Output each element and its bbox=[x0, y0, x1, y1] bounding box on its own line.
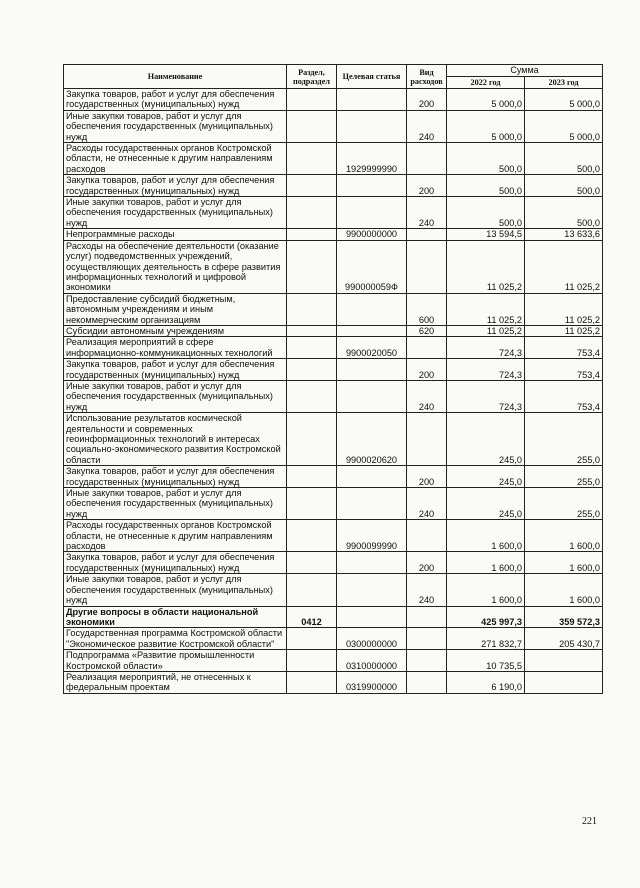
cell-2023: 255,0 bbox=[525, 488, 603, 520]
table-row bbox=[64, 628, 603, 650]
cell-target bbox=[337, 488, 407, 520]
cell-name: Закупка товаров, работ и услуг для обеспечения государственных (муниципальных) нужд bbox=[64, 552, 287, 574]
cell-2023: 205 430,7 bbox=[525, 628, 603, 650]
cell-target bbox=[337, 606, 407, 628]
cell-2022: 500,0 bbox=[447, 175, 525, 197]
cell-kind bbox=[407, 520, 447, 552]
cell-name: Субсидии автономным учреждениям bbox=[64, 325, 287, 336]
cell-2022: 1 600,0 bbox=[447, 520, 525, 552]
cell-name: Другие вопросы в области национальной экономики bbox=[64, 606, 287, 628]
cell-name: Закупка товаров, работ и услуг для обеспечения государственных (муниципальных) нужд bbox=[64, 466, 287, 488]
cell-target bbox=[337, 466, 407, 488]
cell-kind: 240 bbox=[407, 110, 447, 142]
header-year-2023: 2023 год bbox=[525, 77, 603, 89]
cell-section bbox=[287, 552, 337, 574]
cell-2022: 1 600,0 bbox=[447, 552, 525, 574]
cell-kind: 200 bbox=[407, 552, 447, 574]
cell-2023 bbox=[525, 671, 603, 693]
table-row bbox=[64, 240, 603, 293]
table-row bbox=[64, 359, 603, 381]
table-body bbox=[64, 89, 603, 694]
table-row bbox=[64, 413, 603, 466]
cell-2022: 6 190,0 bbox=[447, 671, 525, 693]
cell-target: 0319900000 bbox=[337, 671, 407, 693]
budget-table bbox=[63, 64, 603, 694]
cell-2023: 753,4 bbox=[525, 359, 603, 381]
cell-2022: 245,0 bbox=[447, 466, 525, 488]
cell-2022: 245,0 bbox=[447, 488, 525, 520]
cell-kind bbox=[407, 413, 447, 466]
cell-2023: 11 025,2 bbox=[525, 293, 603, 325]
table-row bbox=[64, 325, 603, 336]
cell-target: 1929999990 bbox=[337, 143, 407, 175]
cell-target: 9900099990 bbox=[337, 520, 407, 552]
cell-section bbox=[287, 413, 337, 466]
table-row bbox=[64, 89, 603, 111]
cell-target bbox=[337, 380, 407, 412]
cell-2022: 500,0 bbox=[447, 197, 525, 229]
cell-kind bbox=[407, 337, 447, 359]
table-row bbox=[64, 552, 603, 574]
cell-section: 0412 bbox=[287, 606, 337, 628]
cell-target: 0300000000 bbox=[337, 628, 407, 650]
table-row bbox=[64, 380, 603, 412]
cell-section bbox=[287, 520, 337, 552]
cell-2023: 753,4 bbox=[525, 380, 603, 412]
cell-name: Использование результатов космической деятельности и современных геоинформационных технологий в интересах социально-экономического развития Костромской области bbox=[64, 413, 287, 466]
cell-2022: 245,0 bbox=[447, 413, 525, 466]
table-row bbox=[64, 650, 603, 672]
cell-section bbox=[287, 229, 337, 240]
cell-2022: 1 600,0 bbox=[447, 574, 525, 606]
cell-kind: 200 bbox=[407, 359, 447, 381]
cell-2022: 500,0 bbox=[447, 143, 525, 175]
cell-target bbox=[337, 552, 407, 574]
cell-name: Непрограммные расходы bbox=[64, 229, 287, 240]
table-row bbox=[64, 520, 603, 552]
cell-section bbox=[287, 240, 337, 293]
cell-target: 9900020050 bbox=[337, 337, 407, 359]
cell-kind: 240 bbox=[407, 574, 447, 606]
cell-2023: 500,0 bbox=[525, 197, 603, 229]
cell-2022: 5 000,0 bbox=[447, 89, 525, 111]
cell-name: Иные закупки товаров, работ и услуг для обеспечения государственных (муниципальных) нужд bbox=[64, 110, 287, 142]
header-section: Раздел, подраздел bbox=[287, 65, 337, 89]
cell-target bbox=[337, 110, 407, 142]
cell-name: Реализация мероприятий, не отнесенных к федеральным проектам bbox=[64, 671, 287, 693]
cell-section bbox=[287, 650, 337, 672]
table-row bbox=[64, 229, 603, 240]
cell-section bbox=[287, 89, 337, 111]
cell-2023: 5 000,0 bbox=[525, 89, 603, 111]
cell-kind: 240 bbox=[407, 380, 447, 412]
cell-target: 990000059Ф bbox=[337, 240, 407, 293]
cell-2023: 11 025,2 bbox=[525, 240, 603, 293]
cell-name: Расходы государственных органов Костромской области, не отнесенные к другим направлениям расходов bbox=[64, 143, 287, 175]
cell-section bbox=[287, 143, 337, 175]
cell-2023: 359 572,3 bbox=[525, 606, 603, 628]
cell-target bbox=[337, 574, 407, 606]
cell-target bbox=[337, 89, 407, 111]
cell-name: Реализация мероприятий в сфере информационно-коммуникационных технологий bbox=[64, 337, 287, 359]
cell-section bbox=[287, 488, 337, 520]
cell-section bbox=[287, 337, 337, 359]
cell-kind: 200 bbox=[407, 89, 447, 111]
cell-name: Подпрограмма «Развитие промышленности Костромской области» bbox=[64, 650, 287, 672]
cell-name: Иные закупки товаров, работ и услуг для обеспечения государственных (муниципальных) нужд bbox=[64, 197, 287, 229]
cell-section bbox=[287, 380, 337, 412]
cell-kind bbox=[407, 143, 447, 175]
cell-target bbox=[337, 175, 407, 197]
cell-name: Расходы государственных органов Костромской области, не отнесенные к другим направлениям расходов bbox=[64, 520, 287, 552]
header-name: Наименование bbox=[64, 65, 287, 89]
cell-kind bbox=[407, 628, 447, 650]
cell-name: Закупка товаров, работ и услуг для обеспечения государственных (муниципальных) нужд bbox=[64, 359, 287, 381]
header-kind: Вид расходов bbox=[407, 65, 447, 89]
cell-section bbox=[287, 293, 337, 325]
cell-section bbox=[287, 175, 337, 197]
cell-target bbox=[337, 197, 407, 229]
table-row bbox=[64, 110, 603, 142]
cell-section bbox=[287, 466, 337, 488]
cell-name: Иные закупки товаров, работ и услуг для обеспечения государственных (муниципальных) нужд bbox=[64, 488, 287, 520]
cell-name: Иные закупки товаров, работ и услуг для обеспечения государственных (муниципальных) нужд bbox=[64, 574, 287, 606]
table-row bbox=[64, 671, 603, 693]
cell-2023: 1 600,0 bbox=[525, 574, 603, 606]
cell-section bbox=[287, 628, 337, 650]
cell-kind: 240 bbox=[407, 197, 447, 229]
cell-2022: 425 997,3 bbox=[447, 606, 525, 628]
cell-2023: 500,0 bbox=[525, 175, 603, 197]
table-row bbox=[64, 175, 603, 197]
cell-section bbox=[287, 671, 337, 693]
cell-2022: 271 832,7 bbox=[447, 628, 525, 650]
cell-kind: 200 bbox=[407, 466, 447, 488]
table-row bbox=[64, 606, 603, 628]
cell-kind bbox=[407, 229, 447, 240]
table-row bbox=[64, 488, 603, 520]
cell-2022: 724,3 bbox=[447, 337, 525, 359]
cell-kind bbox=[407, 606, 447, 628]
cell-section bbox=[287, 325, 337, 336]
table-row bbox=[64, 143, 603, 175]
table-row bbox=[64, 337, 603, 359]
header-year-2022: 2022 год bbox=[447, 77, 525, 89]
cell-2022: 5 000,0 bbox=[447, 110, 525, 142]
cell-kind bbox=[407, 240, 447, 293]
header-sum: Сумма bbox=[447, 65, 603, 77]
cell-2022: 10 735,5 bbox=[447, 650, 525, 672]
cell-2023: 1 600,0 bbox=[525, 552, 603, 574]
cell-kind: 240 bbox=[407, 488, 447, 520]
cell-2023: 5 000,0 bbox=[525, 110, 603, 142]
cell-2023 bbox=[525, 650, 603, 672]
cell-kind bbox=[407, 671, 447, 693]
cell-2022: 13 594,5 bbox=[447, 229, 525, 240]
table-row bbox=[64, 197, 603, 229]
cell-name: Расходы на обеспечение деятельности (оказание услуг) подведомственных учреждений, осуществляющих деятельность в сфере развития информационных технологий и цифровой экономики bbox=[64, 240, 287, 293]
cell-target bbox=[337, 293, 407, 325]
cell-section bbox=[287, 197, 337, 229]
cell-2023: 753,4 bbox=[525, 337, 603, 359]
cell-section bbox=[287, 359, 337, 381]
cell-name: Иные закупки товаров, работ и услуг для обеспечения государственных (муниципальных) нужд bbox=[64, 380, 287, 412]
cell-2022: 11 025,2 bbox=[447, 325, 525, 336]
cell-2023: 13 633,6 bbox=[525, 229, 603, 240]
cell-name: Закупка товаров, работ и услуг для обеспечения государственных (муниципальных) нужд bbox=[64, 175, 287, 197]
table-row bbox=[64, 574, 603, 606]
cell-section bbox=[287, 574, 337, 606]
table-header bbox=[64, 65, 603, 89]
cell-kind: 620 bbox=[407, 325, 447, 336]
table-row bbox=[64, 466, 603, 488]
cell-kind: 600 bbox=[407, 293, 447, 325]
header-target: Целевая статья bbox=[337, 65, 407, 89]
cell-2022: 724,3 bbox=[447, 359, 525, 381]
cell-2023: 255,0 bbox=[525, 413, 603, 466]
cell-target bbox=[337, 325, 407, 336]
cell-2023: 1 600,0 bbox=[525, 520, 603, 552]
cell-name: Предоставление субсидий бюджетным, автономным учреждениям и иным некоммерческим организациям bbox=[64, 293, 287, 325]
cell-2022: 11 025,2 bbox=[447, 240, 525, 293]
cell-2022: 11 025,2 bbox=[447, 293, 525, 325]
cell-target: 9900000000 bbox=[337, 229, 407, 240]
cell-2022: 724,3 bbox=[447, 380, 525, 412]
cell-kind: 200 bbox=[407, 175, 447, 197]
cell-target: 9900020620 bbox=[337, 413, 407, 466]
cell-name: Государственная программа Костромской области "Экономическое развитие Костромской области" bbox=[64, 628, 287, 650]
cell-target bbox=[337, 359, 407, 381]
cell-name: Закупка товаров, работ и услуг для обеспечения государственных (муниципальных) нужд bbox=[64, 89, 287, 111]
cell-target: 0310000000 bbox=[337, 650, 407, 672]
cell-kind bbox=[407, 650, 447, 672]
cell-2023: 255,0 bbox=[525, 466, 603, 488]
cell-2023: 11 025,2 bbox=[525, 325, 603, 336]
cell-section bbox=[287, 110, 337, 142]
cell-2023: 500,0 bbox=[525, 143, 603, 175]
table-row bbox=[64, 293, 603, 325]
page-number: 221 bbox=[582, 816, 597, 827]
